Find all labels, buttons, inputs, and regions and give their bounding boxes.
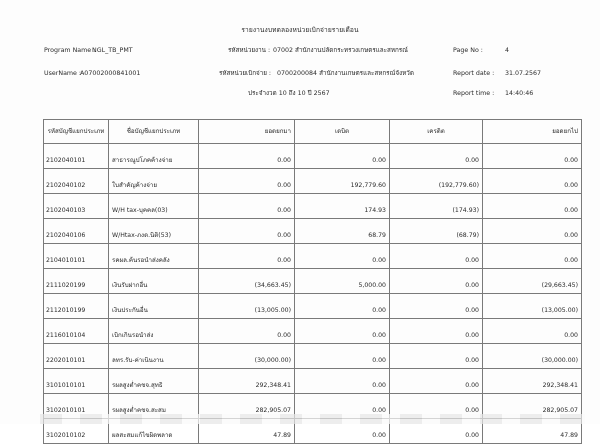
table-row [44, 344, 582, 369]
user-label: UserName : [44, 70, 82, 77]
table-header-row [44, 120, 582, 144]
debit: 174.93 [295, 194, 390, 219]
debit: 0.00 [295, 144, 390, 169]
table-row [44, 244, 582, 269]
account-code: 2104010101 [44, 244, 109, 269]
balance-forward: 0.00 [199, 219, 295, 244]
balance-forward: 0.00 [199, 169, 295, 194]
account-name: เบิกเกินรอนำส่ง [109, 319, 199, 344]
balance-carried: 0.00 [483, 144, 582, 169]
debit: 0.00 [295, 344, 390, 369]
balance-carried: (13,005.00) [483, 294, 582, 319]
account-code: 2102040102 [44, 169, 109, 194]
col-header-debit: เดบิต [295, 120, 390, 144]
table-row [44, 194, 582, 219]
debit: 5,000.00 [295, 269, 390, 294]
program-label: Program Name : [44, 47, 96, 54]
account-code: 3102010102 [44, 419, 109, 444]
balance-carried: 292,348.41 [483, 369, 582, 394]
account-name: รผลสูงต่ำคชจ.สะสม [109, 394, 199, 419]
account-name: ลทร.รับ-ค่าเนินงาน [109, 344, 199, 369]
balance-carried: 0.00 [483, 244, 582, 269]
account-name: เงินประกันอื่น [109, 294, 199, 319]
balance-carried: 0.00 [483, 169, 582, 194]
credit: 0.00 [390, 244, 483, 269]
account-name: W/H tax-บุคคล(03) [109, 194, 199, 219]
balance-carried: 0.00 [483, 194, 582, 219]
debit: 0.00 [295, 294, 390, 319]
account-code: 2102040106 [44, 219, 109, 244]
balance-forward: (34,663.45) [199, 269, 295, 294]
account-code: 3102010101 [44, 394, 109, 419]
debit: 68.79 [295, 219, 390, 244]
account-code: 2102040103 [44, 194, 109, 219]
report-time-value: 14:40:46 [505, 90, 534, 97]
balance-forward: 282,905.07 [199, 394, 295, 419]
debit: 0.00 [295, 369, 390, 394]
page-label: Page No : [453, 47, 483, 54]
account-name: เงินรับฝากอื่น [109, 269, 199, 294]
credit: (174.93) [390, 194, 483, 219]
account-code: 2116010104 [44, 319, 109, 344]
balance-forward: 47.89 [199, 419, 295, 444]
report-date-label: Report date : [453, 70, 495, 77]
credit: 0.00 [390, 344, 483, 369]
col-header-balance-carried: ยอดยกไป [483, 120, 582, 144]
unit-label: รหัสหน่วยเบิกจ่าย : [219, 70, 272, 77]
balance-carried: (30,000.00) [483, 344, 582, 369]
credit: 0.00 [390, 144, 483, 169]
col-header-balance-forward: ยอดยกมา [199, 120, 295, 144]
col-header-account-name: ชื่อบัญชีแยกประเภท [109, 120, 199, 144]
debit: 192,779.60 [295, 169, 390, 194]
balance-carried: 282,905.07 [483, 394, 582, 419]
account-name: รผลสูงต่ำคชจ.สุทธิ [109, 369, 199, 394]
table-row [44, 219, 582, 244]
report-title: รายงานงบทดลองหน่วยเบิกจ่ายรายเดือน [241, 26, 359, 34]
col-header-account-code: รหัสบัญชีแยกประเภท [44, 120, 109, 144]
credit: 0.00 [390, 294, 483, 319]
table-row [44, 169, 582, 194]
balance-forward: 0.00 [199, 144, 295, 169]
account-name: W/Htax-ภงด.นิติ(53) [109, 219, 199, 244]
unit-value: 0700200084 สำนักงานเกษตรและสหกรณ์จังหวัด [277, 70, 414, 77]
balance-forward: 0.00 [199, 319, 295, 344]
balance-carried: 0.00 [483, 219, 582, 244]
trial-balance-table [43, 119, 582, 444]
debit: 0.00 [295, 319, 390, 344]
balance-forward: (13,005.00) [199, 294, 295, 319]
report-date-value: 31.07.2567 [505, 70, 542, 77]
credit: (68.79) [390, 219, 483, 244]
account-code: 2111020199 [44, 269, 109, 294]
account-code: 3101010101 [44, 369, 109, 394]
program-value: NGL_TB_PMT [92, 47, 133, 54]
table-row [44, 269, 582, 294]
account-name: ผลสะสมแก้ไขผิดพลาด [109, 419, 199, 444]
credit: 0.00 [390, 419, 483, 444]
col-header-credit: เครดิต [390, 120, 483, 144]
account-code: 2202010101 [44, 344, 109, 369]
credit: 0.00 [390, 319, 483, 344]
debit: 0.00 [295, 419, 390, 444]
credit: 0.00 [390, 269, 483, 294]
agency-value: 07002 สำนักงานปลัดกระทรวงเกษตรและสหกรณ์ [273, 47, 409, 54]
account-name: ใบสำคัญค้างจ่าย [109, 169, 199, 194]
account-code: 2102040101 [44, 144, 109, 169]
next-page-edge [40, 414, 585, 424]
table-row [44, 319, 582, 344]
balance-carried: 47.89 [483, 419, 582, 444]
table-row [44, 294, 582, 319]
debit: 0.00 [295, 394, 390, 419]
credit: (192,779.60) [390, 169, 483, 194]
balance-forward: 0.00 [199, 194, 295, 219]
balance-carried: 0.00 [483, 319, 582, 344]
balance-forward: (30,000.00) [199, 344, 295, 369]
credit: 0.00 [390, 394, 483, 419]
page-value: 4 [505, 47, 510, 54]
user-value: A07002000841001 [80, 70, 141, 77]
table-row [44, 369, 582, 394]
account-code: 2112010199 [44, 294, 109, 319]
balance-carried: (29,663.45) [483, 269, 582, 294]
debit: 0.00 [295, 244, 390, 269]
report-period: ประจำงวด 10 ถึง 10 ปี 2567 [248, 90, 330, 97]
account-name: สาธารณูปโภคค้างจ่าย [109, 144, 199, 169]
credit: 0.00 [390, 369, 483, 394]
table-row [44, 144, 582, 169]
agency-label: รหัสหน่วยงาน : [228, 47, 271, 54]
balance-forward: 292,348.41 [199, 369, 295, 394]
account-name: รคผล.ค้นรอนำส่งคลัง [109, 244, 199, 269]
report-time-label: Report time : [453, 90, 495, 97]
balance-forward: 0.00 [199, 244, 295, 269]
